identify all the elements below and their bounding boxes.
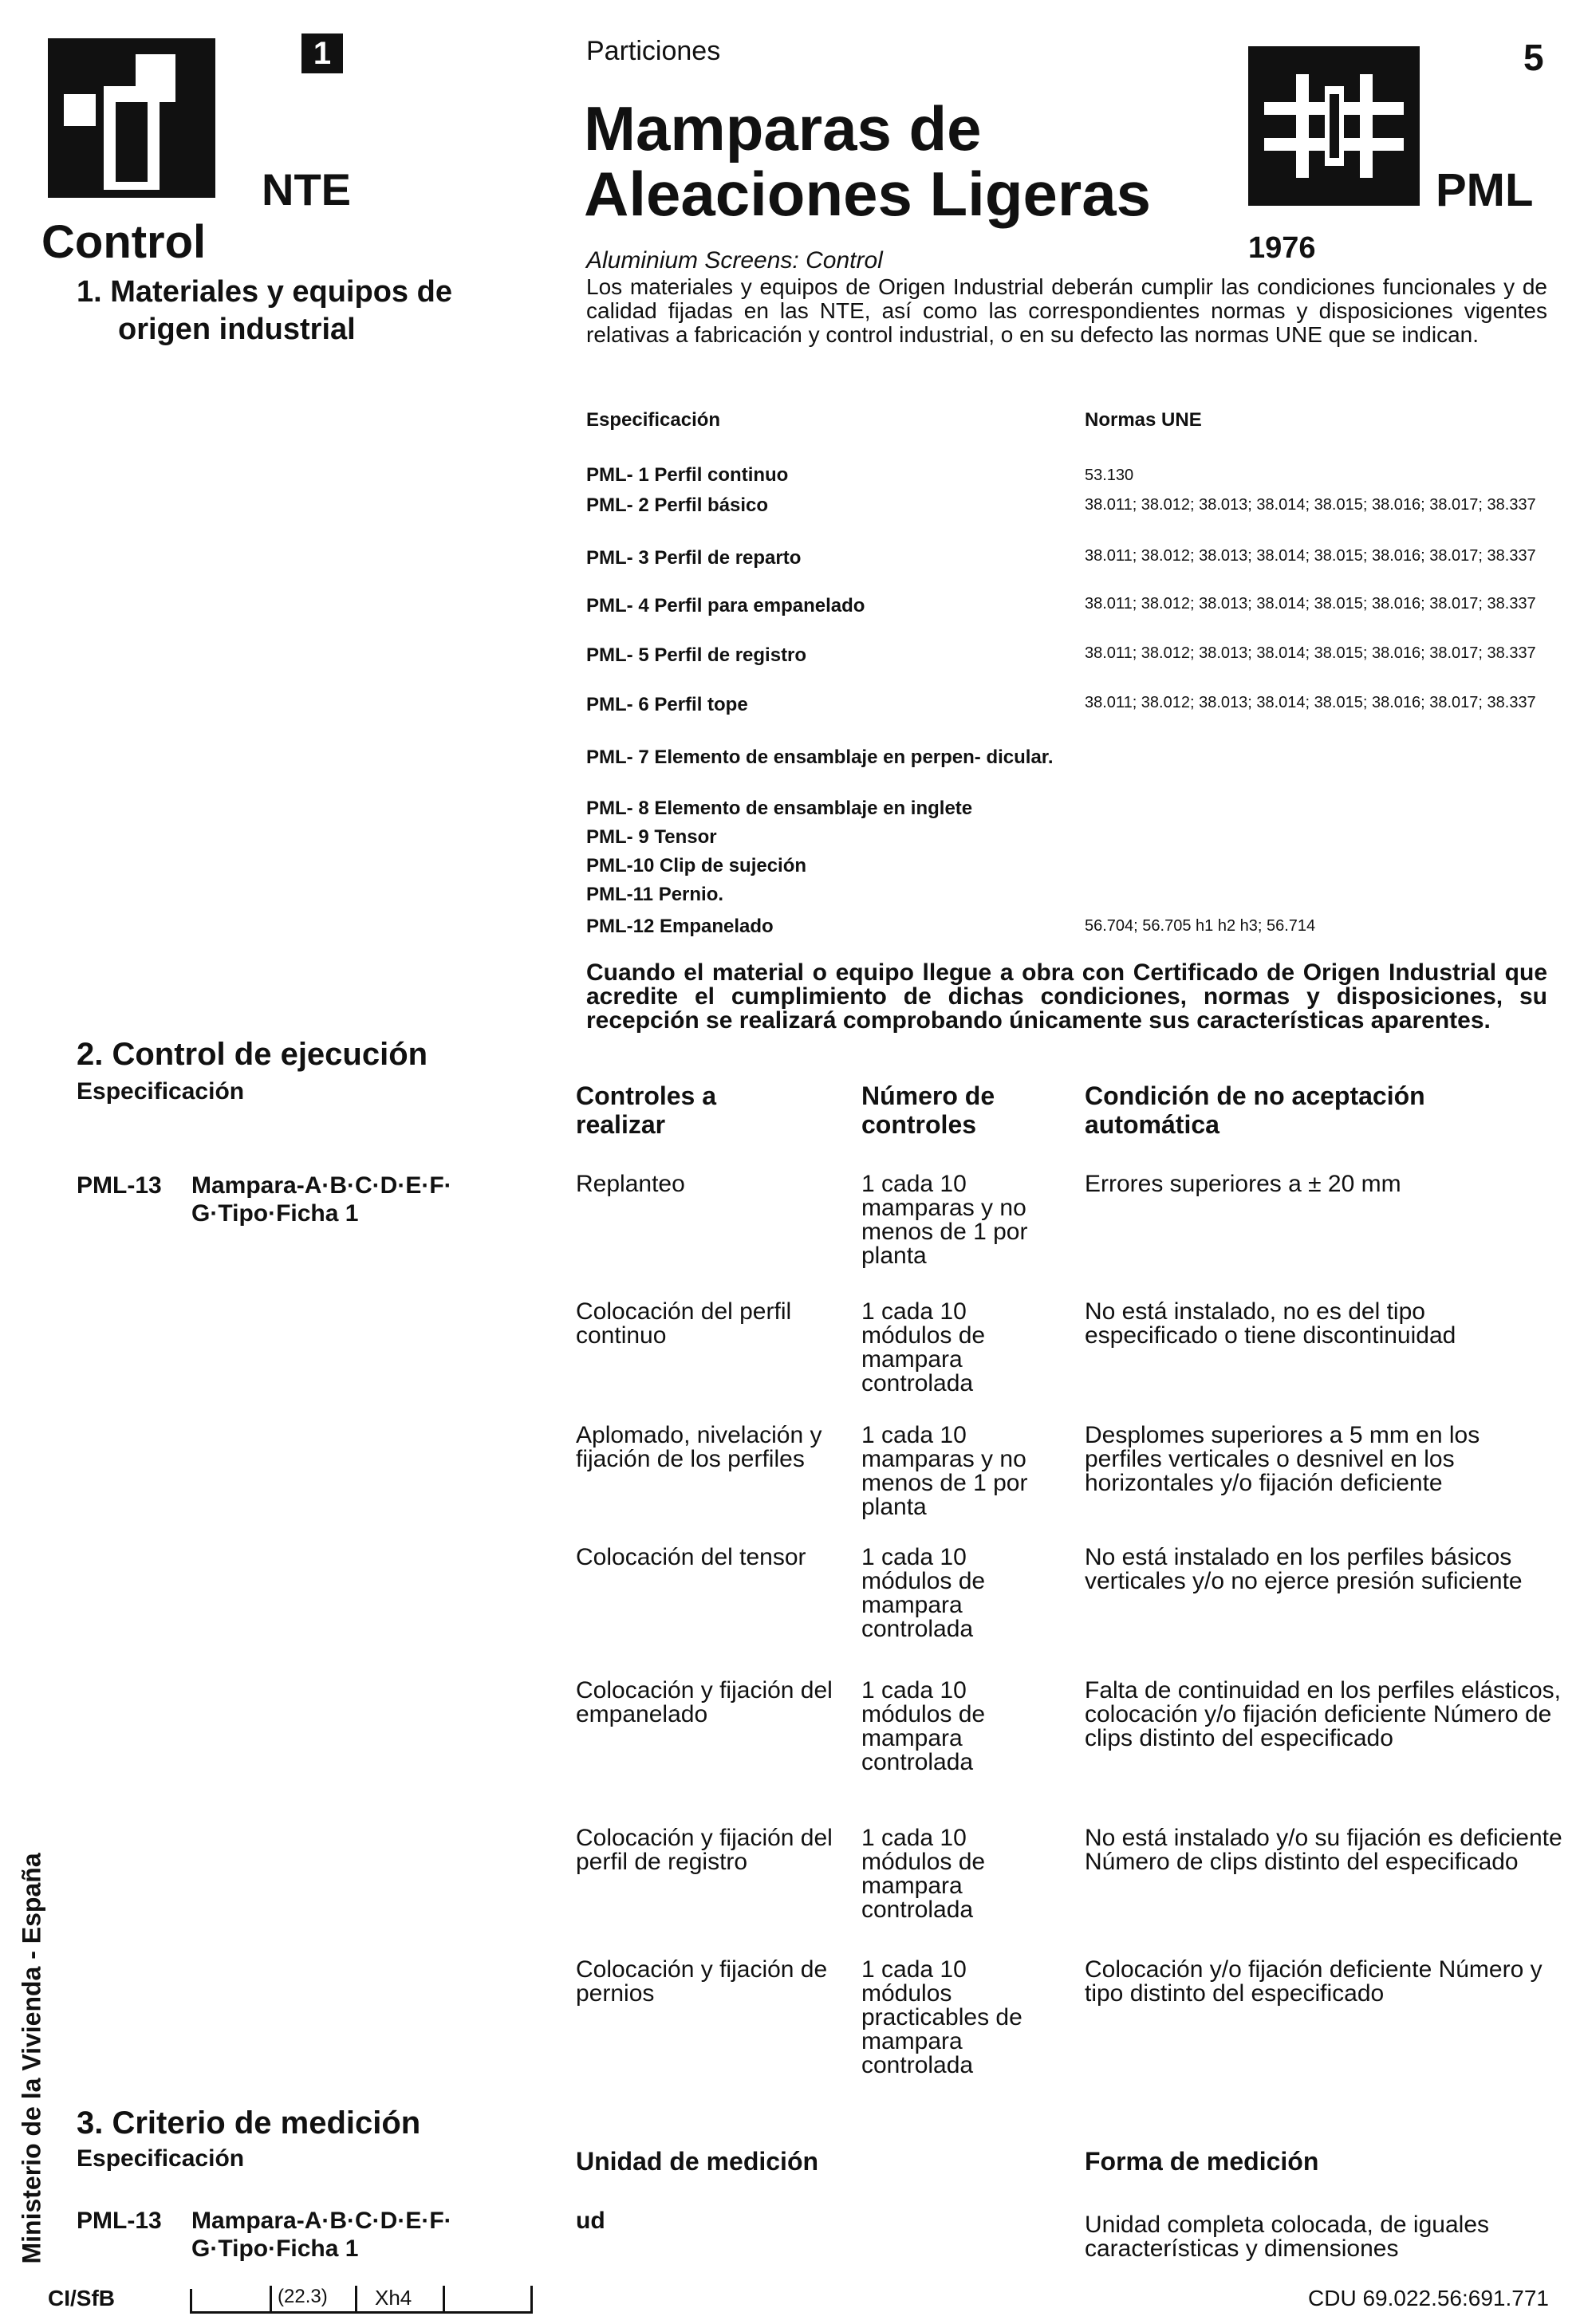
section2-item-line1: Mampara-A·B·C·D·E·F· [191,1172,452,1199]
material-spec: PML- 4 Perfil para empanelado [586,595,865,616]
control-reject: No está instalado y/o su fijación es deficiente Número de clips distinto del especificado [1085,1825,1562,1875]
material-norms: 38.011; 38.012; 38.013; 38.014; 38.015; 38.016; 38.017; 38.337 [1085,496,1536,514]
material-norms: 38.011; 38.012; 38.013; 38.014; 38.015; 38.016; 38.017; 38.337 [1085,694,1536,711]
material-spec: PML- 5 Perfil de registro [586,644,807,666]
ministry-label: Ministerio de la Vivienda - España [17,1853,46,2264]
cisfb-tick [190,2289,192,2311]
section3-item-code: PML-13 [77,2208,162,2234]
material-spec: PML- 6 Perfil tope [586,694,748,715]
control-item: Colocación y fijación de pernios [576,1956,828,2007]
material-spec: PML-11 Pernio. [586,884,724,905]
nte-label: NTE [262,164,351,215]
pml-logo-icon [1248,46,1420,206]
control-item: Aplomado, nivelación y fijación de los perfiles [576,1422,822,1472]
control-item: Colocación del tensor [576,1544,806,1570]
cisfb-code-a: (22.3) [278,2286,328,2307]
cisfb-tick [355,2286,357,2311]
materials-col-norms: Normas UNE [1085,409,1202,431]
control-reject: Errores superiores a ± 20 mm [1085,1171,1401,1197]
material-spec: PML- 7 Elemento de ensamblaje en perpen- dicular. [586,746,1054,768]
controls-col3-header: Condición de no aceptación automática [1085,1081,1425,1139]
section3-title: 3. Criterio de medición [77,2105,421,2141]
control-count: 1 cada 10 módulos de mampara controlada [861,1825,986,1923]
measurement-form-header: Forma de medición [1085,2147,1319,2176]
material-spec: PML- 8 Elemento de ensamblaje en inglete [586,798,973,819]
material-spec: PML- 1 Perfil continuo [586,464,789,486]
control-count: 1 cada 10 módulos de mampara controlada [861,1298,986,1396]
pml-logo [1248,46,1420,206]
controls-col2-header: Número de controles [861,1081,995,1139]
english-subtitle: Aluminium Screens: Control [586,247,883,274]
control-count: 1 cada 10 mamparas y no menos de 1 por planta [861,1422,1028,1520]
cisfb-bar [190,2284,533,2314]
section1-title-line2: origen industrial [118,313,356,346]
material-spec: PML- 9 Tensor [586,826,717,848]
section3-item-line1: Mampara-A·B·C·D·E·F· [191,2208,452,2234]
cdu-code: CDU 69.022.56:691.771 [1308,2286,1549,2310]
certificate-note: Cuando el material o equipo llegue a obra con Certificado de Origen Industrial que acredite el cumplimiento de dichas condiciones, normas y disposiciones, su recepción se realizará comprobando únicamente sus características aparentes. [586,959,1547,1034]
control-reject: Desplomes superiores a 5 mm en los perfiles verticales o desnivel en los horizontales y/o fijación deficiente [1085,1422,1480,1496]
control-count: 1 cada 10 módulos de mampara controlada [861,1677,986,1775]
material-spec: PML-12 Empanelado [586,916,774,937]
cisfb-label: CI/SfB [48,2286,115,2310]
nte-logo [48,38,215,198]
page-title-line1: Mamparas de [584,93,982,163]
section-title: Control [41,216,207,268]
year: 1976 [1248,231,1316,265]
section2-item-code: PML-13 [77,1172,162,1199]
section3-spec-label: Especificación [77,2145,245,2172]
pml-code: PML [1436,164,1534,216]
control-item: Colocación y fijación del perfil de registro [576,1825,833,1875]
cisfb-code-b: Xh4 [375,2286,412,2310]
control-reject: Colocación y/o fijación deficiente Número y tipo distinto del especificado [1085,1956,1543,2007]
category-label: Particiones [586,36,721,66]
material-spec: PML-10 Clip de sujeción [586,855,807,876]
control-reject: No está instalado, no es del tipo especificado o tiene discontinuidad [1085,1298,1456,1349]
control-item: Colocación del perfil continuo [576,1298,792,1349]
section1-title-line1: 1. Materiales y equipos de [77,275,452,309]
section2-title: 2. Control de ejecución [77,1037,428,1072]
volume-badge: 1 [301,33,343,73]
control-item: Colocación y fijación del empanelado [576,1677,833,1727]
section2-item-line2: G·Tipo·Ficha 1 [191,1200,359,1227]
control-count: 1 cada 10 módulos practicables de mampara controlada [861,1956,1022,2078]
page-number: 5 [1523,37,1544,78]
measurement-unit: ud [576,2208,605,2234]
materials-col-spec: Especificación [586,409,721,431]
material-norms: 53.130 [1085,467,1134,484]
controls-col1-header: Controles a realizar [576,1081,717,1139]
section3-item-line2: G·Tipo·Ficha 1 [191,2235,359,2262]
cisfb-tick [270,2286,272,2311]
control-reject: No está instalado en los perfiles básicos verticales y/o no ejerce presión suficiente [1085,1544,1523,1594]
control-reject: Falta de continuidad en los perfiles elásticos, colocación y/o fijación deficiente Número de clips distinto del especificado [1085,1677,1562,1751]
page-title-line2: Aleaciones Ligeras [584,159,1151,229]
material-spec: PML- 2 Perfil básico [586,494,769,516]
control-count: 1 cada 10 mamparas y no menos de 1 por planta [861,1171,1028,1269]
material-norms: 38.011; 38.012; 38.013; 38.014; 38.015; 38.016; 38.017; 38.337 [1085,644,1536,662]
intro-paragraph: Los materiales y equipos de Origen Industrial deberán cumplir las condiciones funcionales y de calidad fijadas en las NTE, así como las correspondientes normas y disposiciones vigentes relativas a fabricación y control industrial, o en su defecto las normas UNE que se indican. [586,274,1547,347]
control-item: Replanteo [576,1171,685,1197]
material-norms: 38.011; 38.012; 38.013; 38.014; 38.015; 38.016; 38.017; 38.337 [1085,595,1536,613]
cisfb-tick [530,2286,533,2311]
section2-spec-label: Especificación [77,1078,245,1105]
measurement-unit-header: Unidad de medición [576,2147,819,2176]
cisfb-tick [443,2286,445,2311]
material-norms: 56.704; 56.705 h1 h2 h3; 56.714 [1085,917,1316,935]
material-norms: 38.011; 38.012; 38.013; 38.014; 38.015; 38.016; 38.017; 38.337 [1085,547,1536,565]
nte-logo-icon [48,38,215,198]
material-spec: PML- 3 Perfil de reparto [586,547,802,569]
measurement-form: Unidad completa colocada, de iguales características y dimensiones [1085,2212,1489,2262]
control-count: 1 cada 10 módulos de mampara controlada [861,1544,986,1642]
